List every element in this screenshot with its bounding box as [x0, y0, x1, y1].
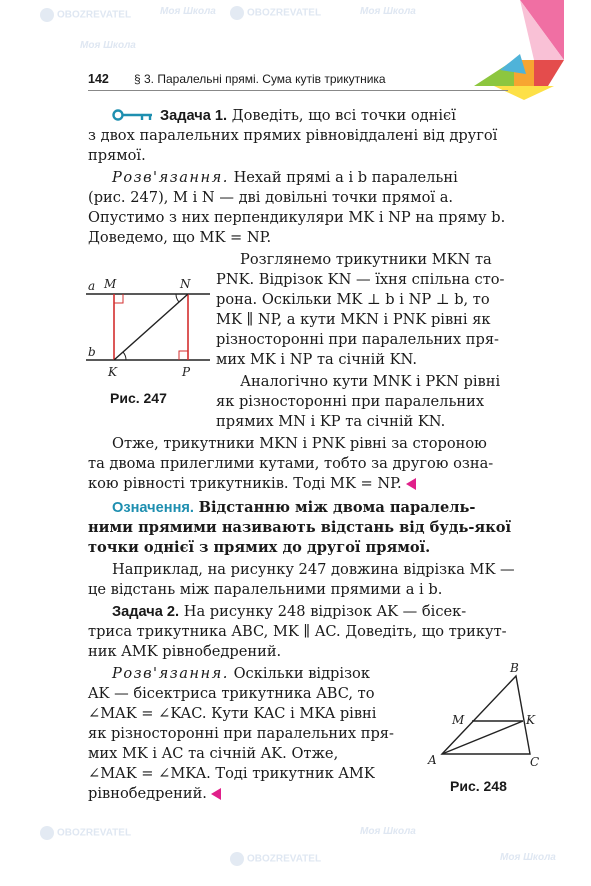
watermark: Моя Школа	[160, 6, 216, 17]
watermark-logo-icon	[230, 6, 244, 20]
watermark: OBOZREVATEL	[40, 8, 131, 22]
solution1-right-line: як різносторонні при паралельних	[216, 393, 485, 410]
angle-arc	[176, 294, 179, 302]
solution2-line: мих MK і AC та січній AK. Отже,	[88, 745, 339, 762]
end-marker-icon	[406, 478, 416, 490]
header-rule	[88, 90, 508, 91]
page-number: 142	[88, 72, 109, 86]
figure-248	[424, 662, 548, 772]
solution2-line: Розв'язання. Оскільки відрізок	[112, 665, 370, 682]
solution1-line: (рис. 247), M і N — дві довільні точки прямої a.	[88, 189, 454, 206]
watermark: Моя Школа	[500, 852, 556, 863]
task2-line: триса трикутника ABC, MK ∥ AC. Доведіть, що трикут-	[88, 623, 507, 640]
solution2-line: AK — бісектриса трикутника ABC, то	[88, 685, 375, 702]
watermark: Моя Школа	[80, 40, 136, 51]
solution1-right-line: різносторонні при паралельних пря-	[216, 331, 499, 348]
label-a: a	[88, 279, 96, 293]
conclusion-line: Отже, трикутники MKN і PNK рівні за стороною	[112, 435, 487, 452]
solution1-right-line: рона. Оскільки MK ⊥ b і NP ⊥ b, то	[216, 291, 490, 308]
label-a: A	[428, 753, 437, 767]
conclusion-line: та двома прилеглими кутами, тобто за другою озна-	[88, 455, 494, 472]
right-angle-mark	[114, 294, 123, 303]
task1-line: з двох паралельних прямих рівновіддалені від другої	[88, 127, 498, 144]
solution2-line: ∠MAK = ∠MKA. Тоді трикутник AMK	[88, 765, 375, 782]
page-header	[88, 70, 508, 90]
solution1-line: Опустимо з них перпендикуляри MK і NP на пряму b.	[88, 209, 506, 226]
solution1-right-line: PNK. Відрізок KN — їхня спільна сто-	[216, 271, 505, 288]
solution1-right-line: прямих MN і KP та січній KN.	[216, 413, 446, 430]
watermark: Моя Школа	[360, 826, 416, 837]
watermark-logo-icon	[230, 852, 244, 866]
label-n: N	[180, 277, 191, 291]
segment-kn	[114, 294, 188, 360]
key-icon	[112, 109, 154, 121]
watermark: OBOZREVATEL	[230, 6, 321, 20]
angle-arc	[123, 352, 126, 360]
right-angle-mark	[179, 351, 188, 360]
conclusion-line: кою рівності трикутників. Тоді MK = NP.	[88, 474, 540, 494]
example-line: це відстань між паралельними прямими a і b.	[88, 581, 443, 598]
watermark: Моя Школа	[360, 6, 416, 17]
definition-line: Означення. Відстанню між двома паралель-	[112, 499, 476, 516]
solution1-line: Розв'язання. Нехай прямі a і b паралельні	[112, 169, 458, 186]
solution2-line: ∠MAK = ∠KAC. Кути KAC і MKA рівні	[88, 705, 377, 722]
definition-line: ними прямими називають відстань від будь-якої	[88, 519, 512, 536]
label-m: M	[452, 713, 465, 727]
figure-247-caption: Рис. 247	[110, 390, 167, 406]
label-p: P	[182, 365, 191, 379]
section-title: § 3. Паралельні прямі. Сума кутів трикутника	[134, 72, 386, 86]
figure-248-caption: Рис. 248	[450, 778, 507, 794]
label-m: M	[104, 277, 117, 291]
task2-line: ник AMK рівнобедрений.	[88, 643, 282, 660]
label-b: b	[88, 345, 96, 359]
task1-line: прямої.	[88, 147, 146, 164]
solution1-right-line: MK ∥ NP, а кути MKN і PNK рівні як	[216, 311, 491, 328]
watermark-logo-icon	[40, 8, 54, 22]
solution2-line: як різносторонні при паралельних пря-	[88, 725, 394, 742]
task1-line: Задача 1. Доведіть, що всі точки однієї	[160, 107, 456, 124]
watermark-logo-icon	[40, 826, 54, 840]
example-line: Наприклад, на рисунку 247 довжина відрізка MK —	[112, 561, 515, 578]
solution1-right-line: Аналогічно кути MNK і PKN рівні	[240, 373, 501, 390]
task2-line: Задача 2. На рисунку 248 відрізок AK — бісек-	[112, 603, 467, 620]
watermark: OBOZREVATEL	[230, 852, 321, 866]
label-c: C	[530, 755, 540, 769]
end-marker-icon	[211, 788, 221, 800]
solution2-line: рівнобедрений.	[88, 784, 412, 804]
solution1-line: Доведемо, що MK = NP.	[88, 229, 272, 246]
watermark: OBOZREVATEL	[40, 826, 131, 840]
solution1-right-line: Розглянемо трикутники MKN та	[240, 251, 492, 268]
label-b: B	[510, 662, 519, 675]
figure-247	[84, 274, 212, 384]
solution1-right-line: мих MK і NP та січній KN.	[216, 351, 418, 368]
label-k: K	[108, 365, 117, 379]
label-k: K	[526, 713, 535, 727]
definition-line: точки однієї з прямих до другої прямої.	[88, 539, 431, 556]
